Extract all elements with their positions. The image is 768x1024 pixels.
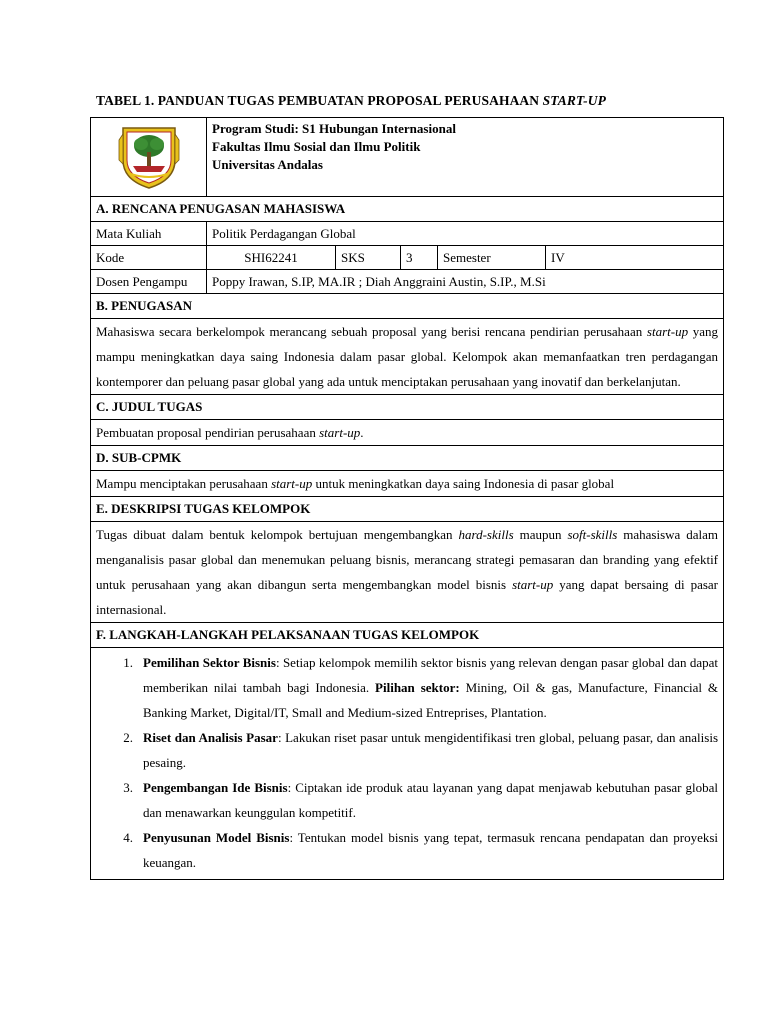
semester-label: Semester — [438, 246, 546, 270]
university-logo-icon — [117, 120, 181, 190]
section-c-heading: C. JUDUL TUGAS — [91, 395, 724, 420]
list-item: 2. Riset dan Analisis Pasar: Lakukan riset pasar untuk mengidentifikasi tren global, peluang pasar, dan analisis pesaing. — [123, 730, 719, 770]
list-item: 1. Pemilihan Sektor Bisnis: Setiap kelompok memilih sektor bisnis yang relevan dengan pasar global dan dapat memberikan nilai tambah bagi Indonesia. Pilihan sektor: Mining, Oil & gas, Manufacture, Financial & Banking Market, Digital/IT, Small and Medium-sized Entreprises, Plantation. — [123, 655, 719, 720]
subcpmk-text: Mampu menciptakan perusahaan start-up untuk meningkatkan daya saing Indonesia di pasar global — [91, 471, 724, 497]
faculty-line: Fakultas Ilmu Sosial dan Ilmu Politik — [212, 139, 421, 154]
title-text: TABEL 1. PANDUAN TUGAS PEMBUATAN PROPOSAL PERUSAHAAN — [96, 93, 543, 108]
section-d-heading: D. SUB-CPMK — [91, 446, 724, 471]
university-line: Universitas Andalas — [212, 157, 323, 172]
judul-text: Pembuatan proposal pendirian perusahaan start-up. — [91, 420, 724, 446]
assignment-table — [90, 117, 724, 880]
kode-label: Kode — [91, 246, 207, 270]
sks-value: 3 — [401, 246, 438, 270]
semester-value: IV — [546, 246, 724, 270]
title-italic: START-UP — [542, 93, 606, 108]
mata-kuliah-label: Mata Kuliah — [91, 222, 207, 246]
section-e-heading: E. DESKRIPSI TUGAS KELOMPOK — [91, 497, 724, 522]
mata-kuliah-value: Politik Perdagangan Global — [207, 222, 724, 246]
steps-list — [96, 650, 718, 875]
document-title — [96, 93, 606, 109]
steps-cell — [91, 648, 724, 880]
deskripsi-text: Tugas dibuat dalam bentuk kelompok bertujuan mengembangkan hard-skills maupun soft-skills mahasiswa dalam menganalisis pasar global dan menemukan peluang bisnis, merancang strategi pemasaran dan branding yang efektif untuk perusahaan yang akan dibangun serta mengembangkan model bisnis start-up yang dapat bersaing di pasar internasional. — [91, 522, 724, 623]
penugasan-text: Mahasiswa secara berkelompok merancang sebuah proposal yang berisi rencana pendirian perusahaan start-up yang mampu meningkatkan daya saing Indonesia dalam pasar global. Kelompok akan memanfaatkan tren perdagangan kontemporer dan peluang pasar global yang ada untuk menciptakan perusahaan yang inovatif dan berkelanjutan. — [91, 319, 724, 395]
list-item: 3. Pengembangan Ide Bisnis: Ciptakan ide produk atau layanan yang dapat menjawab kebutuhan pasar global dan menawarkan keunggulan kompetitif. — [123, 780, 719, 820]
section-b-heading: B. PENUGASAN — [91, 294, 724, 319]
list-item: 4. Penyusunan Model Bisnis: Tentukan model bisnis yang tepat, termasuk rencana pendapatan dan proyeksi keuangan. — [123, 830, 719, 870]
section-f-heading: F. LANGKAH-LANGKAH PELAKSANAAN TUGAS KELOMPOK — [91, 623, 724, 648]
sks-label: SKS — [336, 246, 401, 270]
dosen-value: Poppy Irawan, S.IP, MA.IR ; Diah Anggraini Austin, S.IP., M.Si — [207, 270, 724, 294]
dosen-label: Dosen Pengampu — [91, 270, 207, 294]
logo-cell — [91, 118, 207, 197]
program-line: Program Studi: S1 Hubungan Internasional — [212, 121, 456, 136]
institution-header — [207, 118, 724, 197]
section-a-heading: A. RENCANA PENUGASAN MAHASISWA — [91, 197, 724, 222]
kode-value: SHI62241 — [207, 246, 336, 270]
